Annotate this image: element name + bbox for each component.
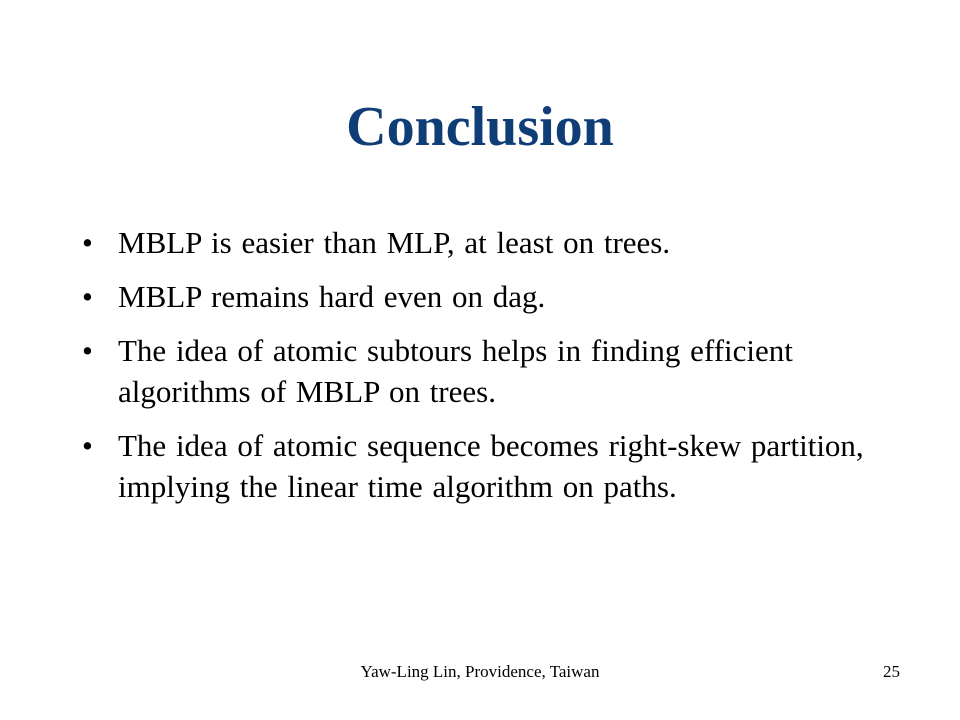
bullet-marker: • [82,428,93,463]
bullet-text: The idea of atomic subtours helps in finding efficient algorithms of MBLP on trees. [118,333,793,409]
bullet-marker: • [82,333,93,368]
bullet-text: The idea of atomic sequence becomes right-skew partition, implying the linear time algorithm on paths. [118,428,864,504]
bullet-text: MBLP remains hard even on dag. [118,279,546,314]
bullet-item [78,276,878,317]
bullet-marker: • [82,225,93,260]
page-number: 25 [883,662,900,681]
bullet-list [78,222,878,520]
bullet-text: MBLP is easier than MLP, at least on trees. [118,225,671,260]
bullet-item [78,330,878,412]
bullet-marker: • [82,279,93,314]
slide-title: Conclusion [346,96,614,158]
footer-text: Yaw-Ling Lin, Providence, Taiwan [360,662,600,681]
bullet-item [78,425,878,507]
bullet-item [78,222,878,263]
